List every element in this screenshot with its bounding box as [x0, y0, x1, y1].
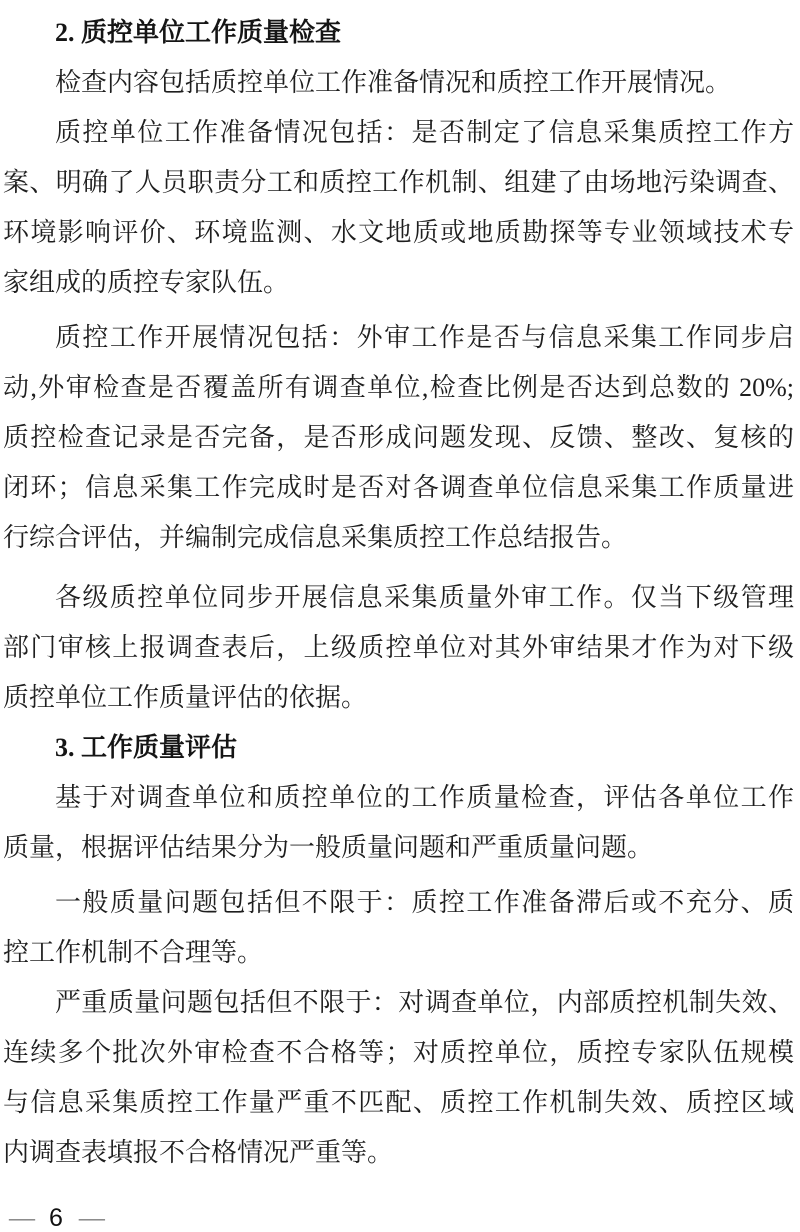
footer-dash-left: — [9, 1203, 33, 1232]
section-heading-3: 3. 工作质量评估 [55, 733, 238, 762]
paragraph-line: 与信息采集质控工作量严重不匹配、质控工作机制失效、质控区域 [3, 1088, 794, 1117]
paragraph-line: 质控单位工作质量评估的依据。 [3, 683, 368, 712]
paragraph-line: 动,外审检查是否覆盖所有调查单位,检查比例是否达到总数的 20%; [3, 373, 794, 402]
paragraph-line: 质量，根据评估结果分为一般质量问题和严重质量问题。 [3, 833, 654, 862]
paragraph-line: 部门审核上报调查表后，上级质控单位对其外审结果才作为对下级 [3, 633, 794, 662]
paragraph-line: 闭环；信息采集工作完成时是否对各调查单位信息采集工作质量进 [3, 473, 794, 502]
paragraph-line: 内调查表填报不合格情况严重等。 [3, 1138, 394, 1167]
section-heading-2: 2. 质控单位工作质量检查 [55, 18, 342, 47]
paragraph-line: 质控工作开展情况包括：外审工作是否与信息采集工作同步启 [55, 323, 794, 352]
paragraph-line: 行综合评估，并编制完成信息采集质控工作总结报告。 [3, 523, 628, 552]
paragraph-line: 质控检查记录是否完备，是否形成问题发现、反馈、整改、复核的 [3, 423, 794, 452]
paragraph-line: 连续多个批次外审检查不合格等；对质控单位，质控专家队伍规模 [3, 1038, 794, 1067]
paragraph-line: 一般质量问题包括但不限于：质控工作准备滞后或不充分、质 [55, 888, 794, 917]
page-number: 6 [49, 1204, 63, 1232]
paragraph-line: 控工作机制不合理等。 [3, 938, 264, 967]
paragraph-line: 基于对调查单位和质控单位的工作质量检查，评估各单位工作 [55, 783, 794, 812]
paragraph-line: 环境影响评价、环境监测、水文地质或地质勘探等专业领域技术专 [3, 218, 794, 247]
paragraph-line: 严重质量问题包括但不限于：对调查单位，内部质控机制失效、 [55, 988, 794, 1017]
footer-dash-right: — [78, 1203, 103, 1232]
paragraph-line: 质控单位工作准备情况包括：是否制定了信息采集质控工作方 [55, 118, 794, 147]
paragraph-line: 家组成的质控专家队伍。 [3, 268, 290, 297]
page-footer [3, 1205, 794, 1231]
paragraph-line: 各级质控单位同步开展信息采集质量外审工作。仅当下级管理 [55, 583, 794, 612]
paragraph-line: 检查内容包括质控单位工作准备情况和质控工作开展情况。 [55, 68, 732, 97]
paragraph-line: 案、明确了人员职责分工和质控工作机制、组建了由场地污染调查、 [3, 168, 794, 197]
